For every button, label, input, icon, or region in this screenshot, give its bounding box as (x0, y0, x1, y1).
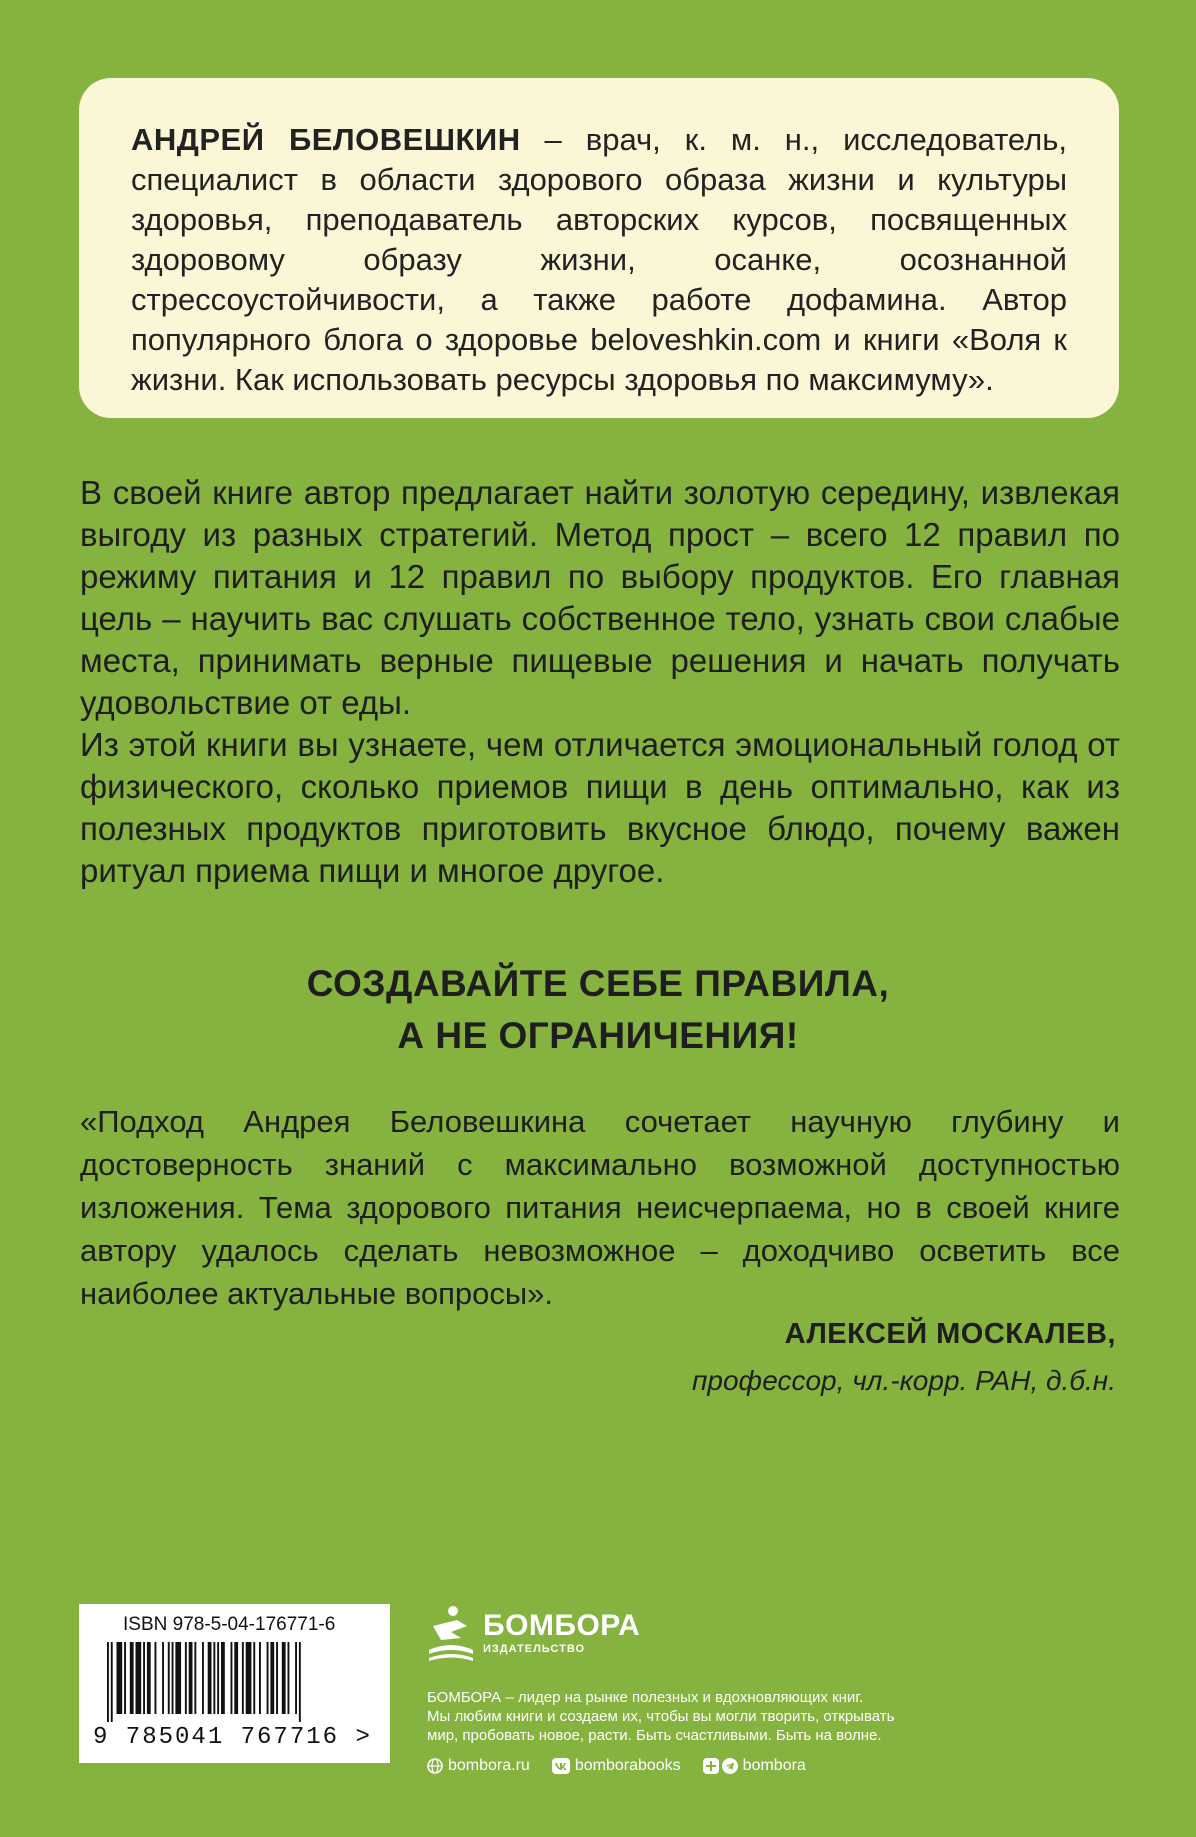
vk-icon (552, 1758, 570, 1774)
publisher-subtitle: ИЗДАТЕЛЬСТВО (483, 1643, 586, 1655)
isbn: ISBN 978-5-04-176771-6 (123, 1614, 336, 1635)
publisher-text-line-3: мир, пробовать новое, расти. Быть счастливыми. Быть на волне. (427, 1727, 882, 1744)
quote-text: «Подход Андрея Беловешкина сочетает научную глубину и достоверность знаний с максимально возможной доступностью изложения. Тема здорового питания неисчерпаема, но в своей книге автору удалось сделать невозможное – доходчиво осветить все наиболее актуальные вопросы». (80, 1104, 1120, 1311)
social-vk[interactable] (552, 1757, 681, 1775)
barcode-box (79, 1604, 390, 1763)
publisher-text (427, 1688, 987, 1745)
publisher-name: БОМБОРА (483, 1609, 641, 1642)
slogan (0, 958, 1196, 1062)
publisher-logo (427, 1604, 987, 1662)
barcode-digits: 9 785041 767716 > (93, 1724, 372, 1751)
social-website-label: bombora.ru (448, 1757, 530, 1774)
quote-author-title: профессор, чл.-корр. РАН, д.б.н. (691, 1365, 1116, 1396)
social-telegram[interactable] (703, 1757, 806, 1775)
description-paragraph-2: Из этой книги вы узнаете, чем отличается эмоциональный голод от физического, сколько приемов пищи в день оптимально, как из полезных продуктов приготовить вкусное блюдо, почему важен ритуал приема пищи и многое другое. (80, 726, 1120, 889)
social-vk-label: bomborabooks (574, 1757, 681, 1774)
book-description (80, 472, 1120, 892)
bombora-logo-icon (427, 1604, 475, 1662)
barcode-icon (93, 1642, 376, 1722)
publisher-text-line-2: Мы любим книги и создаем их, чтобы вы могли творить, открывать (427, 1708, 895, 1725)
slogan-line-1: СОЗДАВАЙТЕ СЕБЕ ПРАВИЛА, (306, 963, 890, 1004)
social-website[interactable] (427, 1757, 530, 1775)
publisher-block (427, 1604, 987, 1775)
publisher-socials (427, 1757, 987, 1775)
author-bio-box (79, 78, 1119, 418)
globe-icon (427, 1758, 443, 1774)
review-quote (80, 1100, 1120, 1315)
author-bio-text: – врач, к. м. н., исследователь, специалист в области здорового образа жизни и культуры здоровья, преподаватель авторских курсов, посвященных здоровому образу жизни, осанке, осознанной стрессоустойчивости, а также работе дофамина. Автор популярного блога о здоровье beloveshkin.com и книги «Воля к жизни. Как использовать ресурсы здоровья по максимуму». (131, 122, 1067, 397)
slogan-line-2: А НЕ ОГРАНИЧЕНИЯ! (397, 1015, 799, 1056)
telegram-icon (722, 1758, 738, 1774)
description-paragraph-1: В своей книге автор предлагает найти золотую середину, извлекая выгоду из разных стратегий. Метод прост – всего 12 правил по режиму питания и 12 правил по выбору продуктов. Его главная цель – научить вас слушать собственное тело, узнать свои слабые места, принимать верные пищевые решения и начать получать удовольствие от еды. (80, 474, 1120, 721)
social-telegram-label: bombora (742, 1757, 806, 1774)
plus-icon (703, 1758, 719, 1774)
publisher-text-line-1: БОМБОРА – лидер на рынке полезных и вдохновляющих книг. (427, 1689, 864, 1706)
author-name: АНДРЕЙ БЕЛОВЕШКИН (131, 122, 521, 157)
author-bio (131, 120, 1067, 400)
quote-author: АЛЕКСЕЙ МОСКАЛЕВ, (784, 1318, 1116, 1350)
